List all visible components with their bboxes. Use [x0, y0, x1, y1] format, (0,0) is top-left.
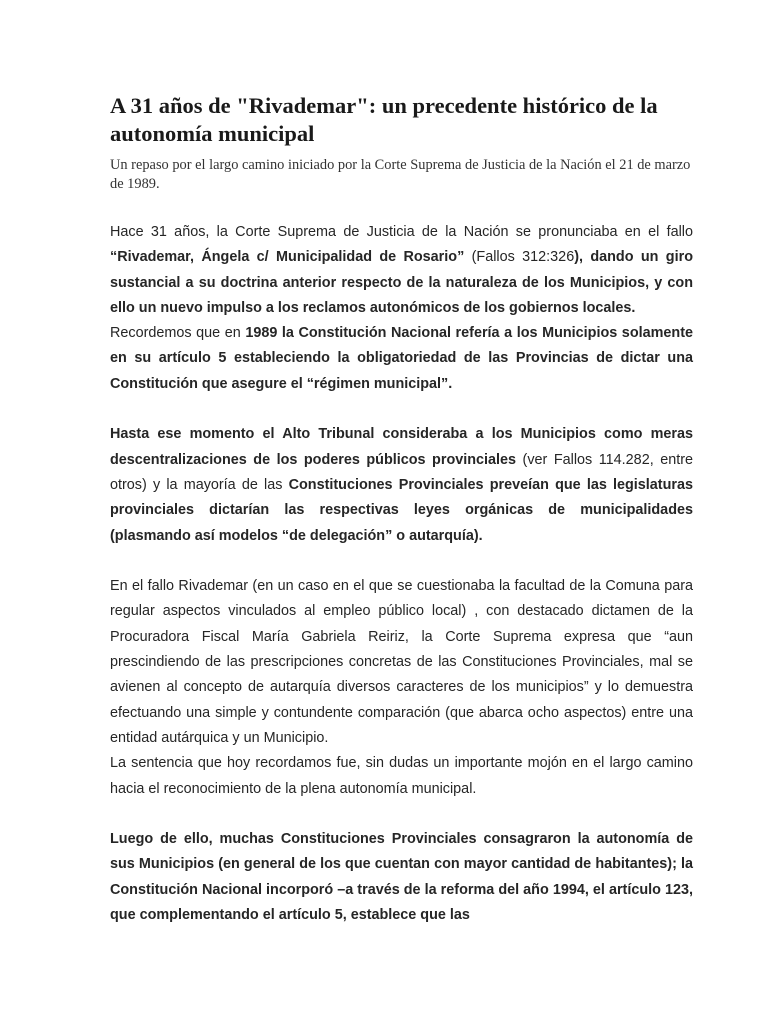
- paragraph-4-text-1: En el fallo Rivademar (en un caso en el que se cuestionaba la facultad de la Comuna para regular aspectos vinculados al empleo público local) , con destacado dictamen de la Procuradora Fiscal María Gabriela Reiriz, la Corte Suprema expresa que “aun prescindiendo de las prescripciones concretas de las Constituciones Provinciales, mal se avienen al concepto de autarquía diversos caracteres de los municipios” y lo demuestra efectuando una simple y contundente comparación (que abarca ocho aspectos) entre una entidad autárquica y un Municipio.: [110, 578, 693, 746]
- paragraph-3-bold-2: Constituciones Provinciales preveían que las legislaturas provinciales dictarían las respectivas leyes orgánicas de municipalidades (plasmando así modelos “de delegación” o autarquía).: [110, 476, 693, 544]
- paragraph-6-bold-1: Luego de ello, muchas Constituciones Provinciales consagraron la autonomía de sus Municipios (en general de los que cuentan con mayor cantidad de habitantes); la Constitución Nacional incorporó –a través de la reforma del año 1994, el artículo 123, que complementando el artículo 5, establece que las: [110, 831, 693, 924]
- paragraph-6: [110, 827, 693, 928]
- paragraph-1-text-2: (Fallos 312:326: [464, 249, 575, 266]
- paragraph-4: [110, 574, 693, 751]
- paragraph-1: [110, 220, 693, 321]
- paragraph-2-text-1: Recordemos que en: [110, 325, 246, 342]
- paragraph-2: [110, 321, 693, 397]
- article-title: A 31 años de "Rivademar": un precedente histórico de la autonomía municipal: [110, 93, 658, 146]
- article-subtitle: Un repaso por el largo camino iniciado por la Corte Suprema de Justicia de la Nación el 21 de marzo de 1989.: [110, 157, 691, 192]
- paragraph-1-text-1: Hace 31 años, la Corte Suprema de Justicia de la Nación se pronunciaba en el fallo: [110, 224, 693, 240]
- article-body: [110, 220, 693, 928]
- paragraph-3: [110, 422, 693, 548]
- paragraph-3-bold-1: Hasta ese momento el Alto Tribunal consideraba a los Municipios como meras descentralizaciones de los poderes públicos provinciales: [110, 426, 693, 468]
- article: [110, 92, 693, 928]
- paragraph-5: [110, 751, 693, 802]
- paragraph-1-bold-2: ), dando un giro sustancial a su doctrina anterior respecto de la naturaleza de los Municipios, y con ello un nuevo impulso a los reclamos autonómicos de los gobiernos locales.: [110, 249, 693, 316]
- paragraph-3-text-1: (ver Fallos 114.282, entre otros) y la mayoría de las: [110, 451, 693, 493]
- paragraph-2-bold-1: 1989 la Constitución Nacional refería a los Municipios solamente en su artículo 5 estableciendo la obligatoriedad de las Provincias de dictar una Constitución que asegure el “régimen municipal”.: [110, 325, 693, 392]
- paragraph-5-text-1: La sentencia que hoy recordamos fue, sin dudas un importante mojón en el largo camino hacia el reconocimiento de la plena autonomía municipal.: [110, 755, 693, 797]
- case-name: “Rivademar, Ángela c/ Municipalidad de Rosario”: [110, 249, 465, 266]
